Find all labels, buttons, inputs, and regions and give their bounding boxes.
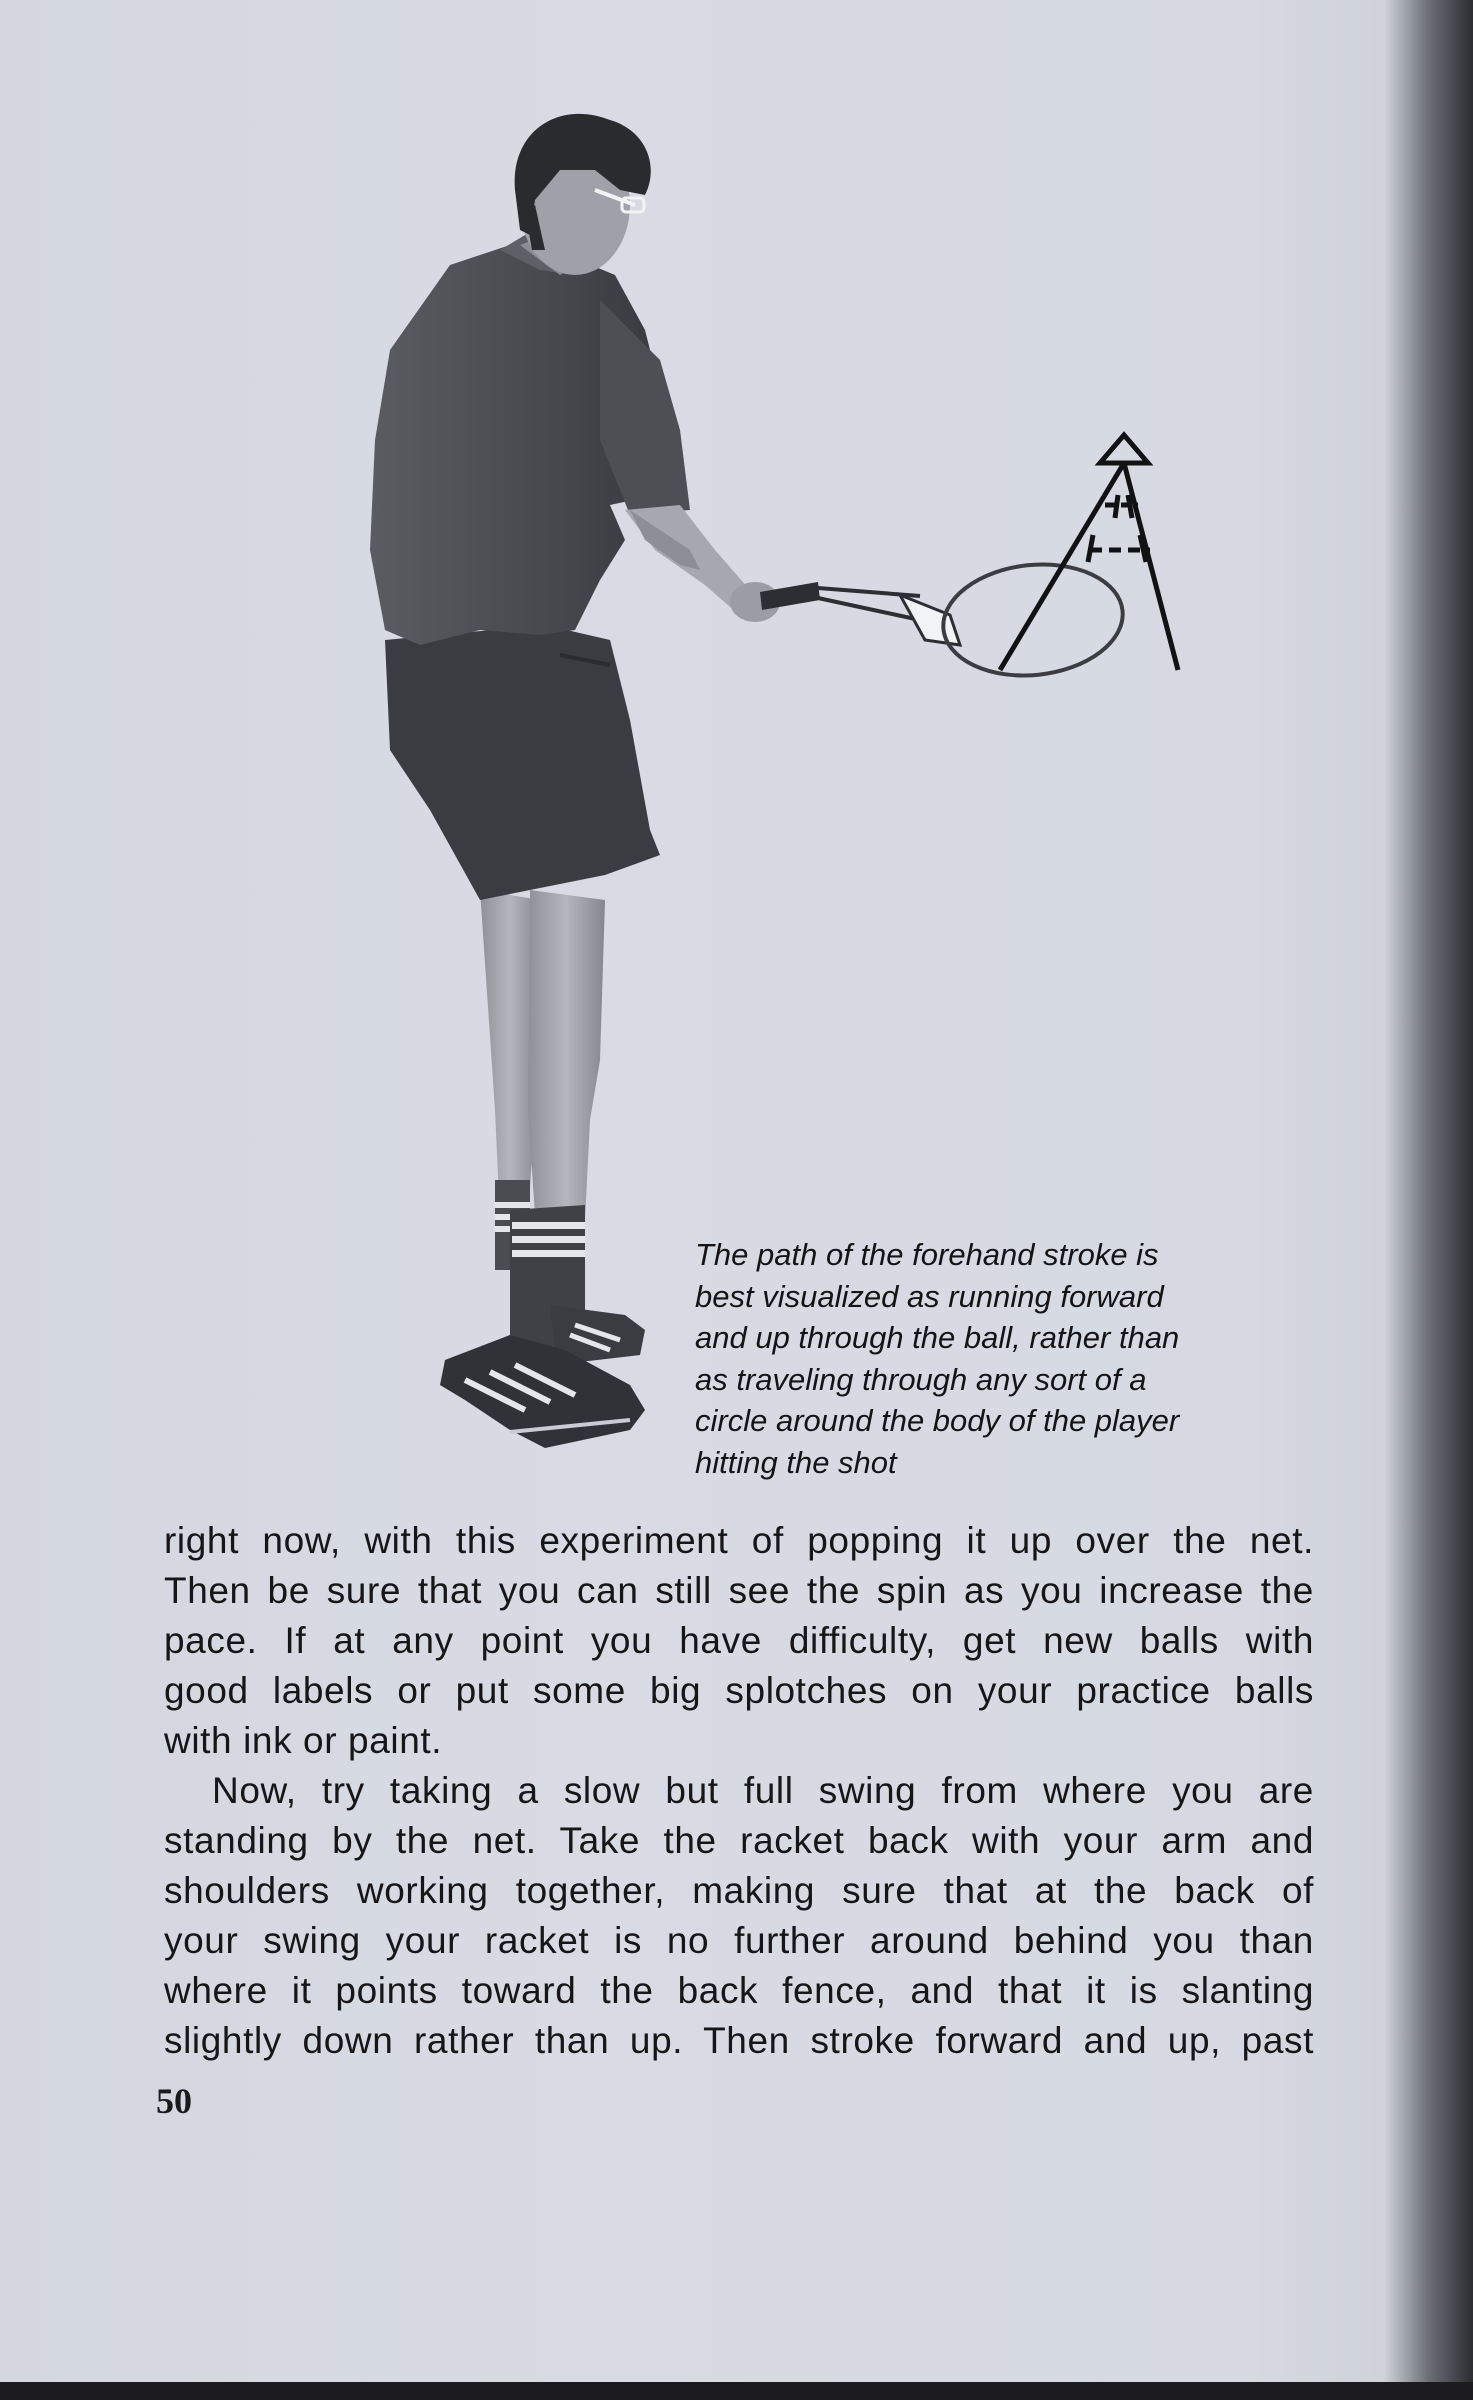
caption-line: hitting the shot: [695, 1444, 897, 1480]
paragraph-1: [164, 1516, 1314, 1766]
text-line: Then be sure that you can still see the spin as you increase the: [164, 1570, 1314, 1611]
caption-line: The path of the forehand stroke is: [695, 1237, 1159, 1272]
scan-edge: [0, 2382, 1473, 2400]
text-line: where it points toward the back fence, and that it is slanting: [164, 1970, 1314, 2011]
caption-line: as traveling through any sort of a: [695, 1361, 1147, 1397]
caption-line: best visualized as running forward: [695, 1278, 1164, 1314]
body-text: [164, 1516, 1314, 2066]
text-line: shoulders working together, making sure that at the back of: [164, 1870, 1314, 1911]
caption-line: and up through the ball, rather than: [695, 1320, 1180, 1355]
photo-caption: [695, 1234, 1245, 1483]
text-line: standing by the net. Take the racket back with your arm and: [164, 1820, 1314, 1861]
stroke-path-arrow: [1000, 435, 1178, 670]
caption-line: circle around the body of the player: [695, 1403, 1180, 1438]
paragraph-2: [164, 1766, 1314, 2066]
text-line: slightly down rather than up. Then stroke forward and up, past: [164, 2020, 1314, 2061]
text-line: good labels or put some big splotches on your practice balls: [164, 1670, 1314, 1711]
text-line: right now, with this experiment of popping it up over the net.: [164, 1520, 1314, 1561]
tennis-racket: [760, 556, 1128, 684]
text-line: pace. If at any point you have difficulty, get new balls with: [164, 1620, 1314, 1661]
text-line: your swing your racket is no further around behind you than: [164, 1920, 1314, 1961]
text-line: Now, try taking a slow but full swing from where you are: [212, 1770, 1314, 1811]
page-number: 50: [156, 2081, 192, 2121]
text-line: with ink or paint.: [164, 1720, 443, 1761]
